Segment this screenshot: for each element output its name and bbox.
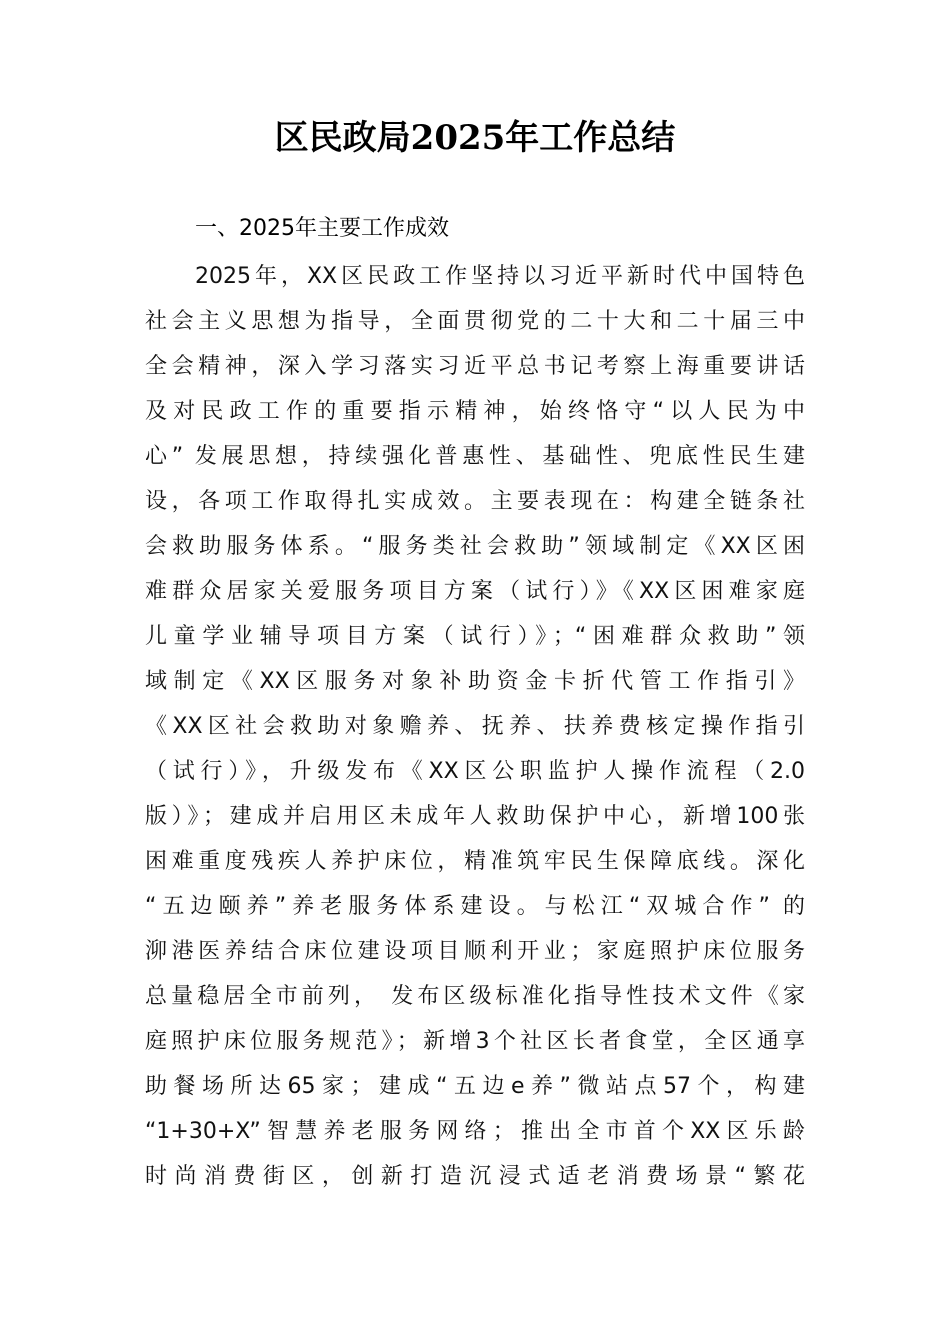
paragraph-line: 社会主义思想为指导，全面贯彻党的二十大和二十届三中 [145,309,805,334]
paragraph-line: 难群众居家关爱服务项目方案（试行）》《XX区困难家庭 [145,579,805,604]
paragraph-line: 2025年，XX区民政工作坚持以习近平新时代中国特色 [195,264,805,289]
paragraph-line: 泖港医养结合床位建设项目顺利开业；家庭照护床位服务 [145,939,805,964]
document-title: 区民政局2025年工作总结 [274,118,676,158]
paragraph-line: 儿童学业辅导项目方案（试行）》；“困难群众救助”领 [145,624,805,649]
paragraph-line: 总量稳居全市前列， 发布区级标准化指导性技术文件《家 [145,984,805,1009]
paragraph-line: 时尚消费街区，创新打造沉浸式适老消费场景“繁花 [145,1164,805,1189]
body-paragraph [145,254,805,1199]
paragraph-line: 助餐场所达65家；建成“五边e养”微站点57个，构建 [145,1074,805,1099]
paragraph-line: 心” 发展思想，持续强化普惠性、基础性、兜底性民生建 [145,444,805,469]
paragraph-line: 版）》；建成并启用区未成年人救助保护中心，新增100张 [145,804,805,829]
section-heading: 一、2025年主要工作成效 [195,216,449,241]
paragraph-line: “五边颐养”养老服务体系建设。与松江“双城合作” 的 [145,894,805,919]
paragraph-line: 《XX区社会救助对象赡养、抚养、扶养费核定操作指引 [145,714,805,739]
paragraph-line: 会救助服务体系。“服务类社会救助”领域制定《XX区困 [145,534,805,559]
paragraph-line: 设，各项工作取得扎实成效。主要表现在：构建全链条社 [145,489,805,514]
paragraph-line: 困难重度残疾人养护床位，精准筑牢民生保障底线。深化 [145,849,805,874]
paragraph-line: 域制定《XX区服务对象补助资金卡折代管工作指引》 [145,669,805,694]
paragraph-line: （试行）》，升级发布《XX区公职监护人操作流程（2.0 [145,759,805,784]
paragraph-line: 庭照护床位服务规范》；新增3个社区长者食堂，全区通享 [145,1029,805,1054]
paragraph-line: 全会精神，深入学习落实习近平总书记考察上海重要讲话 [145,354,805,379]
paragraph-line: “1+30+X”智慧养老服务网络；推出全市首个XX区乐龄 [145,1119,805,1144]
paragraph-line: 及对民政工作的重要指示精神，始终恪守“以人民为中 [145,399,805,424]
